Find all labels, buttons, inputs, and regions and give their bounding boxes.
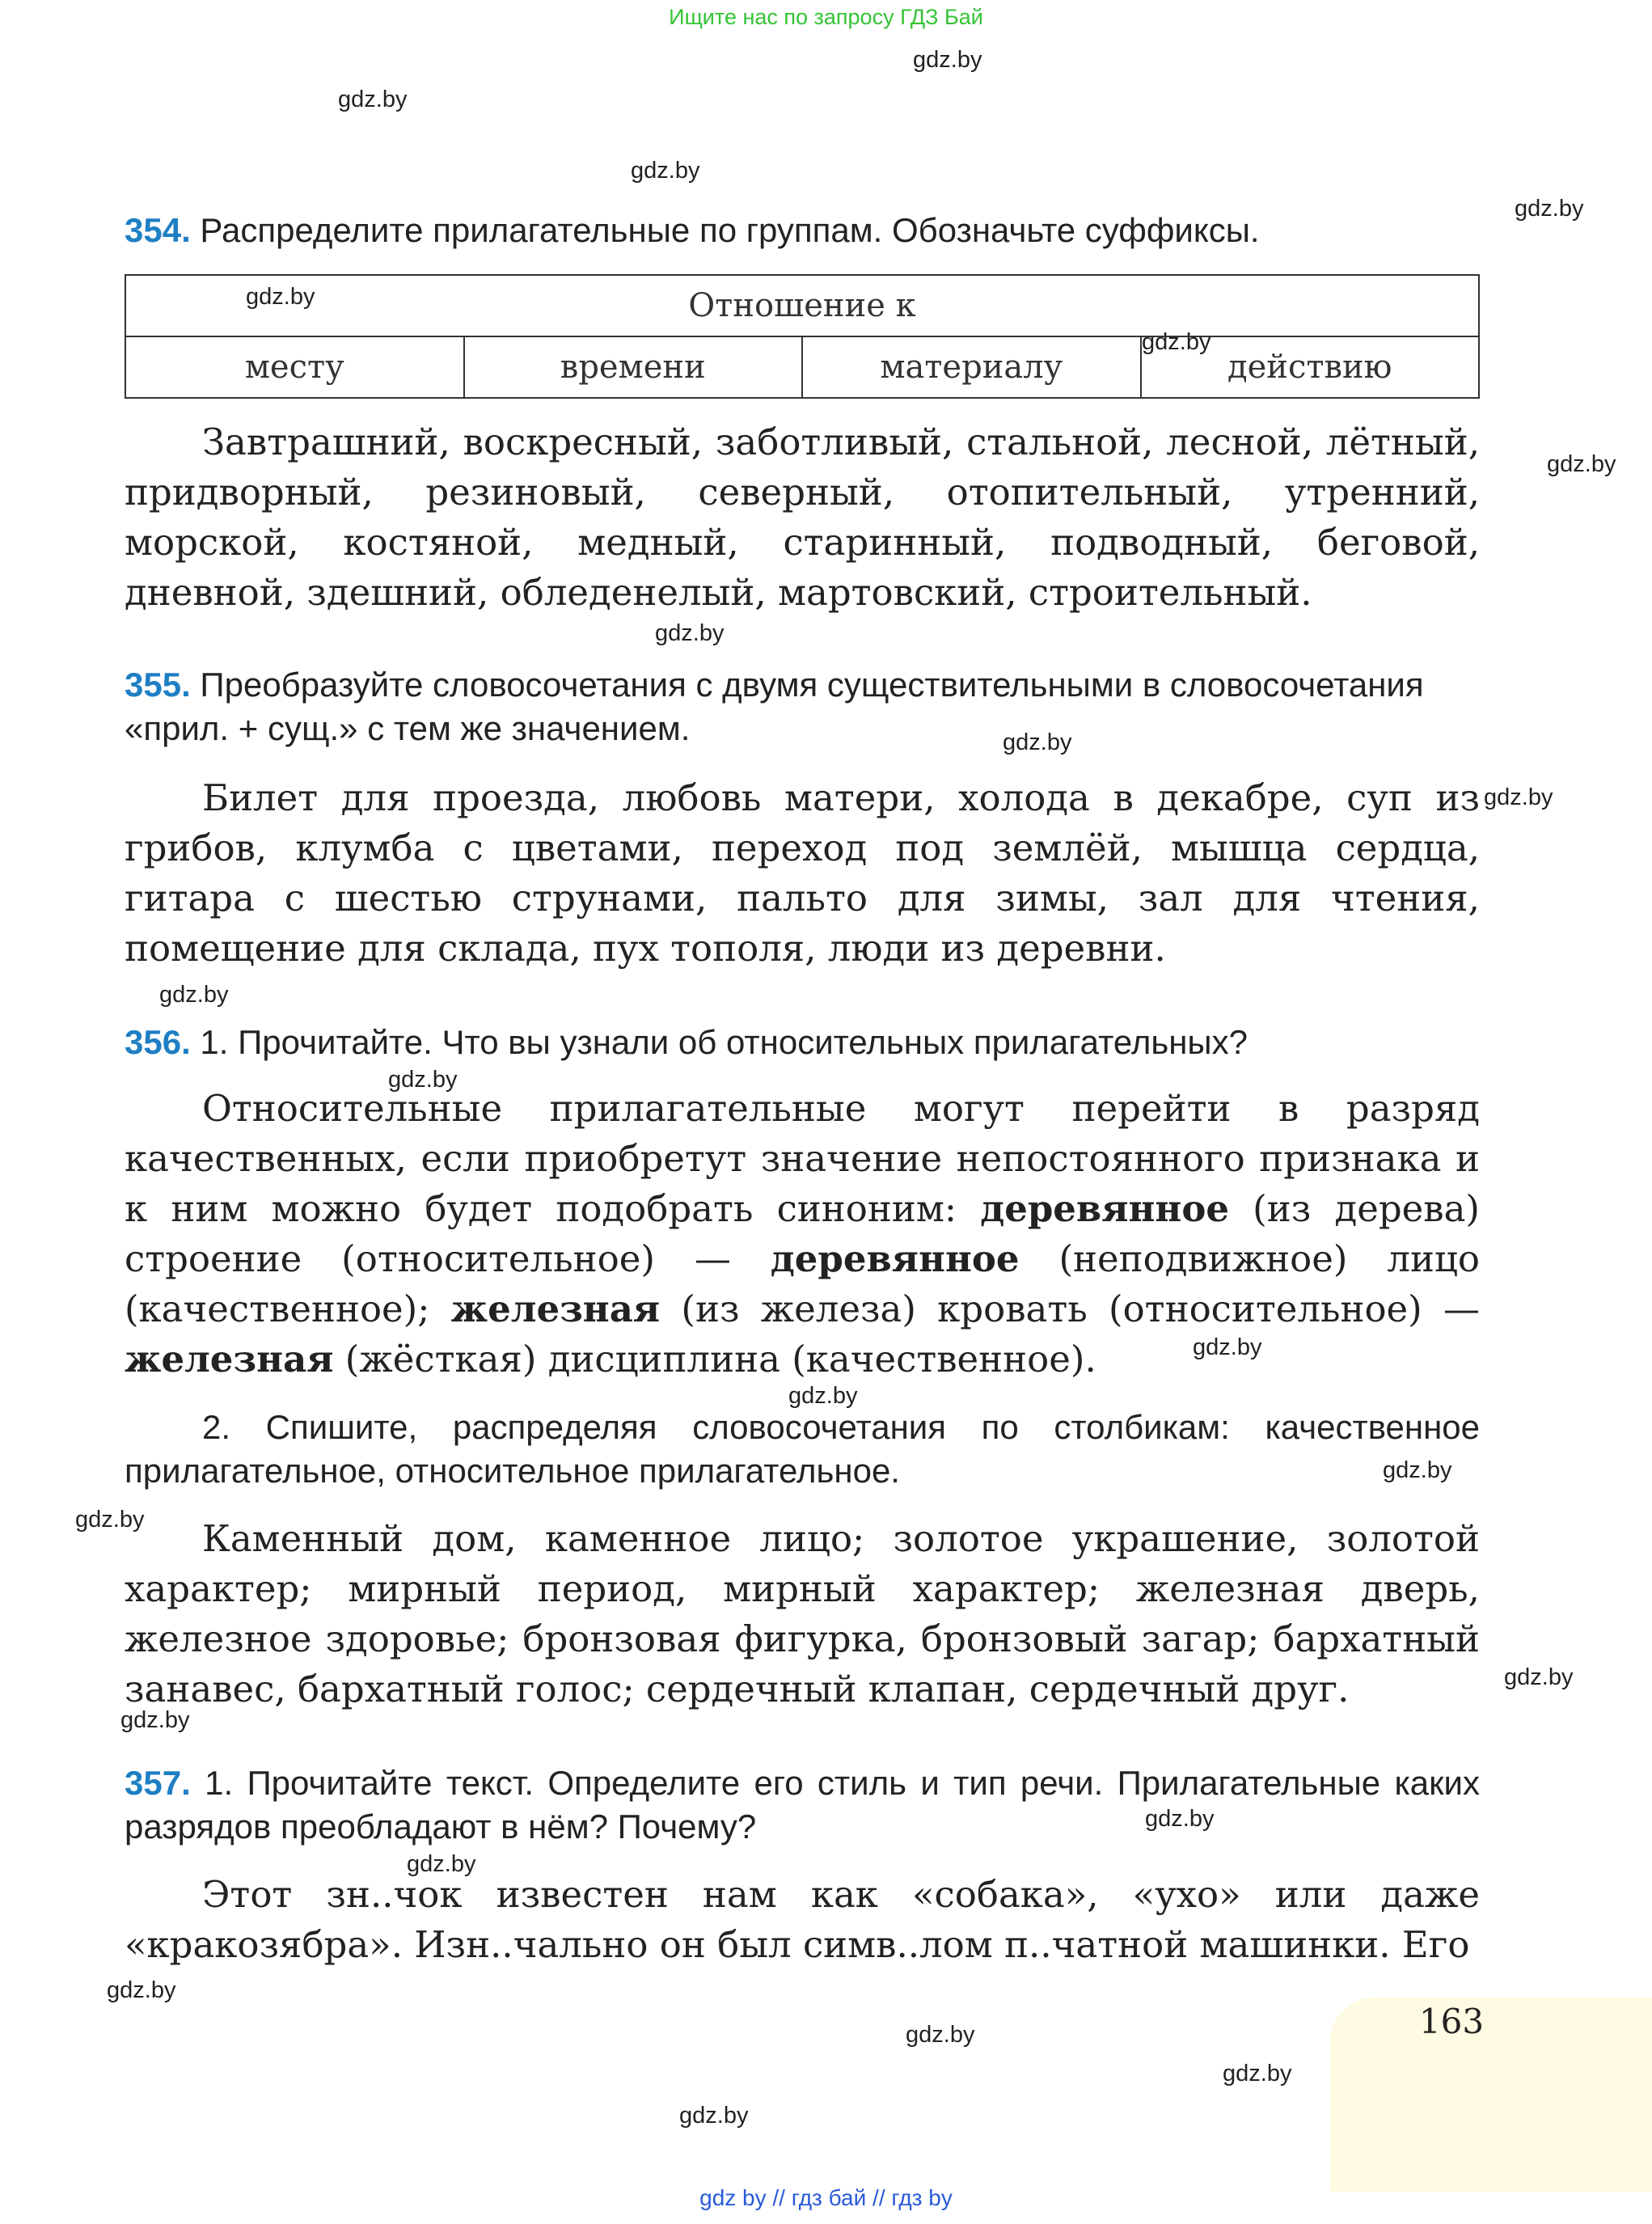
task-356-text: Каменный дом, каменное лицо; золотое украшение, золотой характер; мирный период, мирный характер; железная дверь, железное здоровье; бронзовая фигурка, бронзовый загар; бархатный занавес, бархатный голос; сердечный клапан, сердечный друг. bbox=[125, 1517, 1480, 1710]
table-column-action: действию bbox=[1141, 336, 1480, 398]
instruction-text: 1. Прочитайте текст. Определите его стиль и тип речи. Прилагательные каких разрядов преобладают в нём? Почему? bbox=[125, 1764, 1480, 1846]
relation-table bbox=[125, 274, 1480, 399]
task-number: 354. bbox=[125, 211, 191, 249]
task-357-text: Этот зн..чок известен нам как «собака», «ухо» или даже «кракозябра». Изн..чально он был симв..лом п..чатной машинки. Его bbox=[125, 1873, 1480, 1966]
task-354-instruction bbox=[125, 209, 1480, 252]
watermark: gdz.by bbox=[679, 2103, 749, 2129]
watermark: gdz.by bbox=[1145, 1806, 1215, 1832]
task-number: 356. bbox=[125, 1023, 191, 1061]
watermark: gdz.by bbox=[338, 87, 408, 112]
watermark: gdz.by bbox=[655, 620, 725, 646]
watermark: gdz.by bbox=[1515, 196, 1584, 222]
table-column-time: времени bbox=[464, 336, 803, 398]
task-357-instruction bbox=[125, 1761, 1480, 1849]
watermark: gdz.by bbox=[631, 158, 700, 184]
watermark: gdz.by bbox=[1383, 1457, 1452, 1483]
task-355-instruction bbox=[125, 663, 1480, 750]
table-column-material: материалу bbox=[802, 336, 1141, 398]
theory-text: Относительные прилагательные могут перейти в разряд качественных, если приобретут значение непостоянного признака и к ним можно будет подобрать синоним: bbox=[125, 1087, 1480, 1230]
watermark: gdz.by bbox=[1547, 451, 1616, 477]
theory-text: (из дерева) строение (относительное) — bbox=[125, 1187, 1480, 1280]
bold-term: железная bbox=[450, 1287, 661, 1330]
instruction-text: 1. Прочитайте. Что вы узнали об относительных прилагательных? bbox=[200, 1023, 1248, 1061]
task-356-instruction bbox=[125, 1021, 1480, 1064]
theory-text: (неподвижное) лицо (качественное); bbox=[125, 1237, 1480, 1330]
task-356-instruction-2: 2. Спишите, распределяя словосочетания по столбикам: качественное прилагательное, относительное прилагательное. bbox=[125, 1408, 1480, 1490]
watermark: gdz.by bbox=[788, 1383, 858, 1409]
theory-text: (из железа) кровать (относительное) — bbox=[660, 1287, 1480, 1330]
watermark: gdz.by bbox=[246, 284, 315, 310]
task-number: 355. bbox=[125, 666, 191, 704]
watermark: gdz.by bbox=[1193, 1334, 1262, 1360]
watermark: gdz.by bbox=[1223, 2061, 1292, 2087]
table-column-place: месту bbox=[125, 336, 464, 398]
watermark: gdz.by bbox=[913, 47, 982, 73]
watermark: gdz.by bbox=[1003, 729, 1072, 755]
task-354-text: Завтрашний, воскресный, заботливый, стальной, лесной, лётный, придворный, резиновый, северный, отопительный, утренний, морской, костяной, медный, старинный, подводный, беговой, дневной, здешний, обледенелый, мартовский, строительный. bbox=[125, 421, 1480, 614]
watermark: gdz.by bbox=[388, 1067, 458, 1093]
theory-block bbox=[125, 1084, 1480, 1385]
top-banner[interactable]: Ищите нас по запросу ГДЗ Бай bbox=[669, 5, 983, 29]
watermark: gdz.by bbox=[407, 1851, 476, 1877]
watermark: gdz.by bbox=[120, 1707, 190, 1733]
theory-text: (жёсткая) дисциплина (качественное). bbox=[333, 1338, 1096, 1380]
bold-term: деревянное bbox=[980, 1187, 1229, 1230]
watermark: gdz.by bbox=[159, 982, 229, 1008]
footer-links[interactable]: gdz by // гдз бай // гдз by bbox=[699, 2185, 953, 2210]
instruction-text: Преобразуйте словосочетания с двумя существительными в словосочетания «прил. + сущ.» с тем же значением. bbox=[125, 666, 1424, 747]
task-number: 357. bbox=[125, 1764, 191, 1802]
task-355-text: Билет для проезда, любовь матери, холода в декабре, суп из грибов, клумба с цветами, переход под землёй, мышца сердца, гитара с шестью струнами, пальто для зимы, зал для чтения, помещение для склада, пух тополя, люди из деревни. bbox=[125, 776, 1480, 970]
watermark: gdz.by bbox=[1484, 784, 1553, 810]
watermark: gdz.by bbox=[906, 2022, 975, 2048]
watermark: gdz.by bbox=[1504, 1664, 1574, 1690]
page-number: 163 bbox=[1418, 2002, 1485, 2041]
watermark: gdz.by bbox=[1142, 329, 1211, 355]
watermark: gdz.by bbox=[107, 1977, 176, 2003]
bold-term: железная bbox=[125, 1338, 334, 1380]
watermark: gdz.by bbox=[75, 1507, 145, 1533]
instruction-text: Распределите прилагательные по группам. Обозначьте суффиксы. bbox=[200, 211, 1260, 249]
table-header: Отношение к bbox=[125, 275, 1479, 336]
bold-term: деревянное bbox=[770, 1237, 1020, 1280]
